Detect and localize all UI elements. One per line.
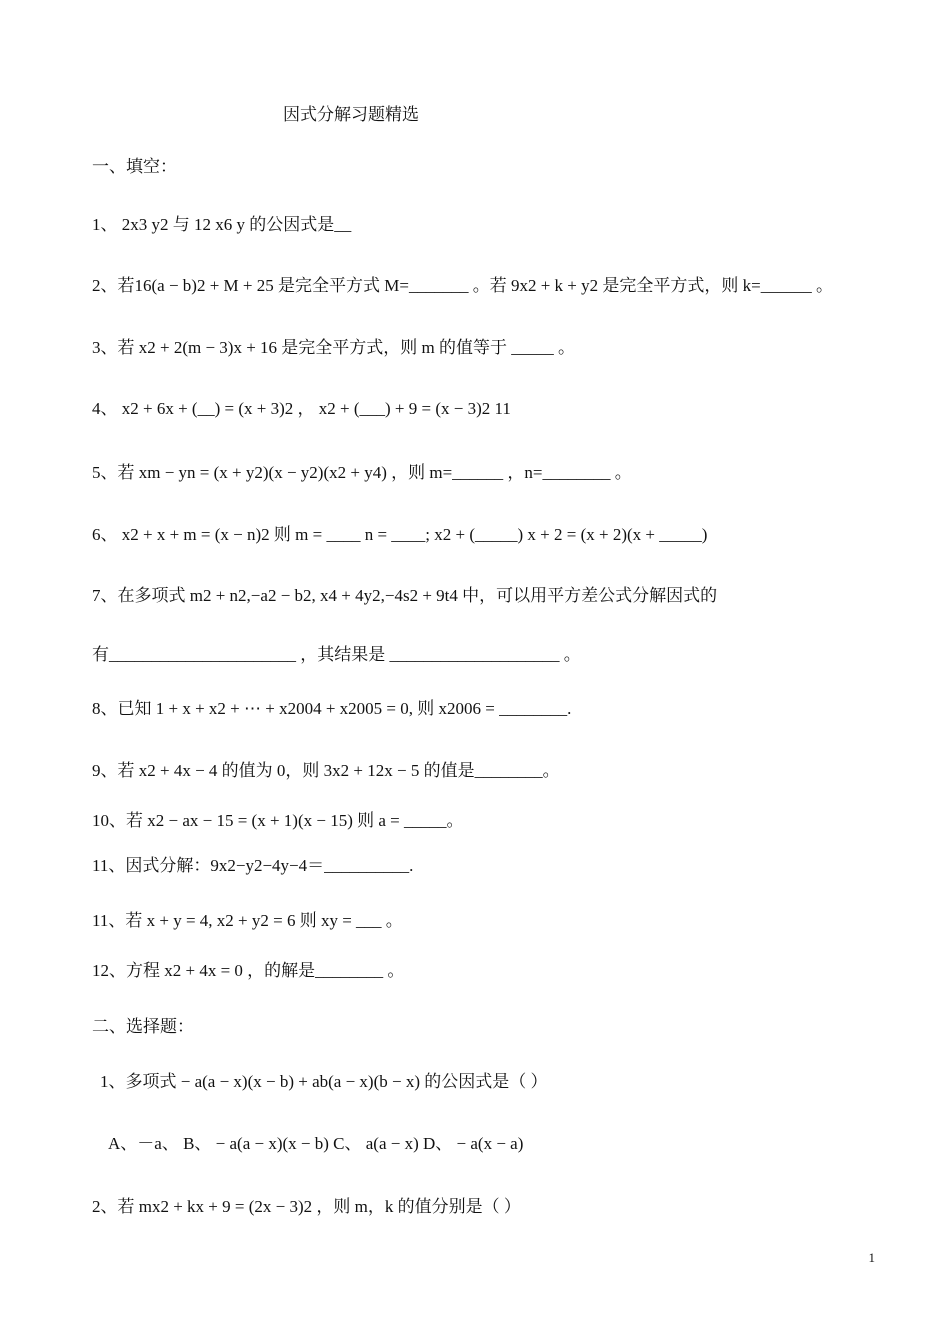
fill-in-question-9: 9、若 x2 + 4x − 4 的值为 0，则 3x2 + 12x − 5 的值是________。	[92, 761, 560, 780]
page-number: 1	[868, 1250, 875, 1265]
fill-in-question-7-continued: 有______________________ ，其结果是 ____________________ 。	[92, 645, 581, 664]
fill-in-question-5: 5、若 xm − yn = (x + y2)(x − y2)(x2 + y4) ，则 m=______ ，n=________ 。	[92, 463, 632, 482]
choice-question-1-options: A、－a、 B、 − a(a − x)(x − b) C、 a(a − x) D、 − a(x − a)	[108, 1134, 524, 1153]
fill-in-question-2: 2、若16(a − b)2 + M + 25 是完全平方式 M=_______ 。若 9x2 + k + y2 是完全平方式，则 k=______ 。	[92, 276, 833, 295]
fill-in-question-10: 10、若 x2 − ax − 15 = (x + 1)(x − 15) 则 a = _____。	[92, 811, 464, 830]
fill-in-question-12: 12、方程 x2 + 4x = 0 ，的解是________ 。	[92, 961, 405, 980]
section-choice-heading: 二、选择题：	[92, 1017, 194, 1037]
page-title: 因式分解习题精选	[283, 105, 419, 125]
section-fill-in-heading: 一、填空：	[92, 157, 177, 177]
fill-in-question-6: 6、 x2 + x + m = (x − n)2 则 m = ____ n = ____; x2 + (_____) x + 2 = (x + 2)(x + _____)	[92, 525, 708, 544]
fill-in-question-8: 8、已知 1 + x + x2 + ⋯ + x2004 + x2005 = 0, 则 x2006 = ________.	[92, 699, 572, 718]
fill-in-question-1: 1、 2x3 y2 与 12 x6 y 的公因式是__	[92, 215, 352, 234]
choice-question-1: 1、多项式 − a(a − x)(x − b) + ab(a − x)(b − x) 的公因式是（ ）	[100, 1072, 548, 1091]
fill-in-question-3: 3、若 x2 + 2(m − 3)x + 16 是完全平方式，则 m 的值等于 _____ 。	[92, 338, 576, 357]
fill-in-question-7: 7、在多项式 m2 + n2,−a2 − b2, x4 + 4y2,−4s2 + 9t4 中，可以用平方差公式分解因式的	[92, 586, 718, 605]
fill-in-question-11b: 11、若 x + y = 4, x2 + y2 = 6 则 xy = ___ 。	[92, 911, 403, 930]
fill-in-question-4: 4、 x2 + 6x + (__) = (x + 3)2 ， x2 + (___) + 9 = (x − 3)2 11	[92, 399, 511, 418]
fill-in-question-11: 11、因式分解：9x2−y2−4y−4＝__________.	[92, 856, 414, 875]
choice-question-2: 2、若 mx2 + kx + 9 = (2x − 3)2 ，则 m，k 的值分别是（ ）	[92, 1197, 521, 1216]
